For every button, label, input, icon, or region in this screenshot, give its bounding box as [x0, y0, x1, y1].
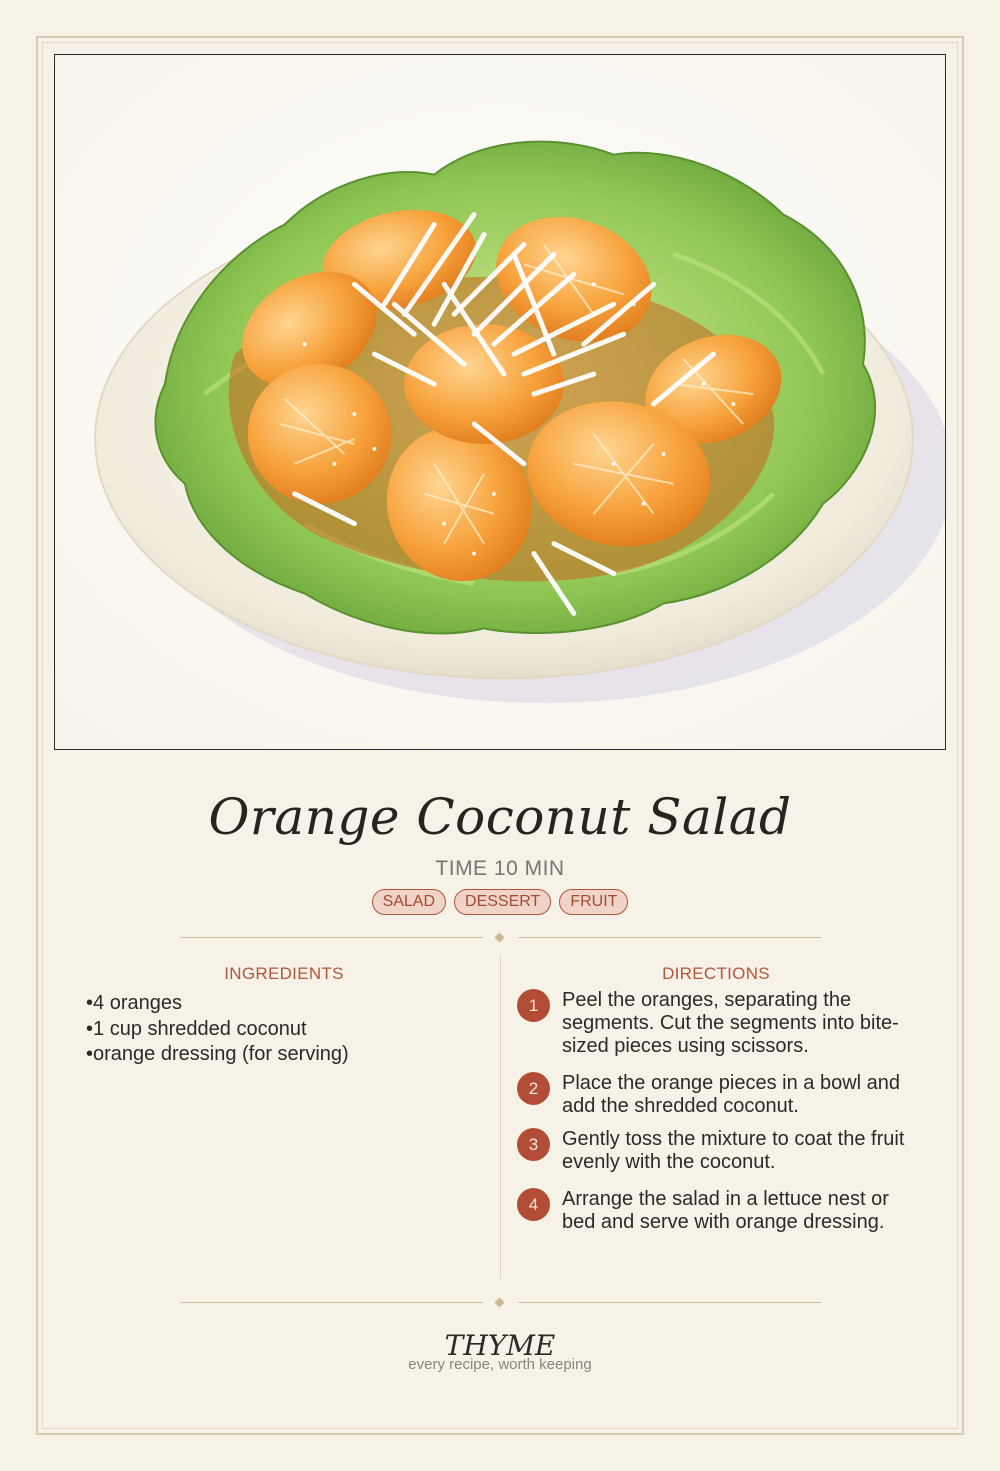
- ingredient-item: • 4 oranges: [86, 991, 486, 1017]
- brand-tagline: every recipe, worth keeping: [408, 1356, 592, 1373]
- brand-logo: THYME: [444, 1329, 556, 1362]
- step-text: Place the orange pieces in a bowl and add the shredded coconut.: [562, 1072, 901, 1117]
- step-number: 1: [517, 989, 550, 1022]
- step-number: 2: [517, 1072, 550, 1105]
- diamond-ornament-icon: [495, 1298, 505, 1308]
- step-number: 4: [517, 1188, 550, 1221]
- step-text: Peel the oranges, separating the segments. Cut the segments into bite-sized pieces using scissors.: [562, 989, 899, 1057]
- step-text: Arrange the salad in a lettuce nest or bed and serve with orange dressing.: [562, 1188, 889, 1233]
- ingredient-list: [86, 991, 486, 1068]
- tag-fruit[interactable]: FRUIT: [559, 889, 628, 915]
- ingredients-heading: INGREDIENTS: [224, 964, 344, 983]
- recipe-title: Orange Coconut Salad: [208, 788, 792, 846]
- section-divider-bottom: [180, 1297, 821, 1309]
- diamond-ornament-icon: [495, 933, 505, 943]
- step-text: Gently toss the mixture to coat the fruit evenly with the coconut.: [562, 1128, 905, 1173]
- tag-dessert[interactable]: DESSERT: [454, 889, 551, 915]
- recipe-time: TIME 10 MIN: [435, 857, 565, 880]
- directions-heading: DIRECTIONS: [662, 964, 770, 983]
- ingredient-item: • 1 cup shredded coconut: [86, 1017, 486, 1043]
- column-divider: [500, 955, 501, 1279]
- tag-salad[interactable]: SALAD: [372, 889, 446, 915]
- step-number: 3: [517, 1128, 550, 1161]
- section-divider-top: [180, 932, 821, 944]
- recipe-photo: [54, 54, 946, 750]
- tag-list: [0, 889, 1000, 915]
- ingredient-item: • orange dressing (for serving): [86, 1042, 486, 1068]
